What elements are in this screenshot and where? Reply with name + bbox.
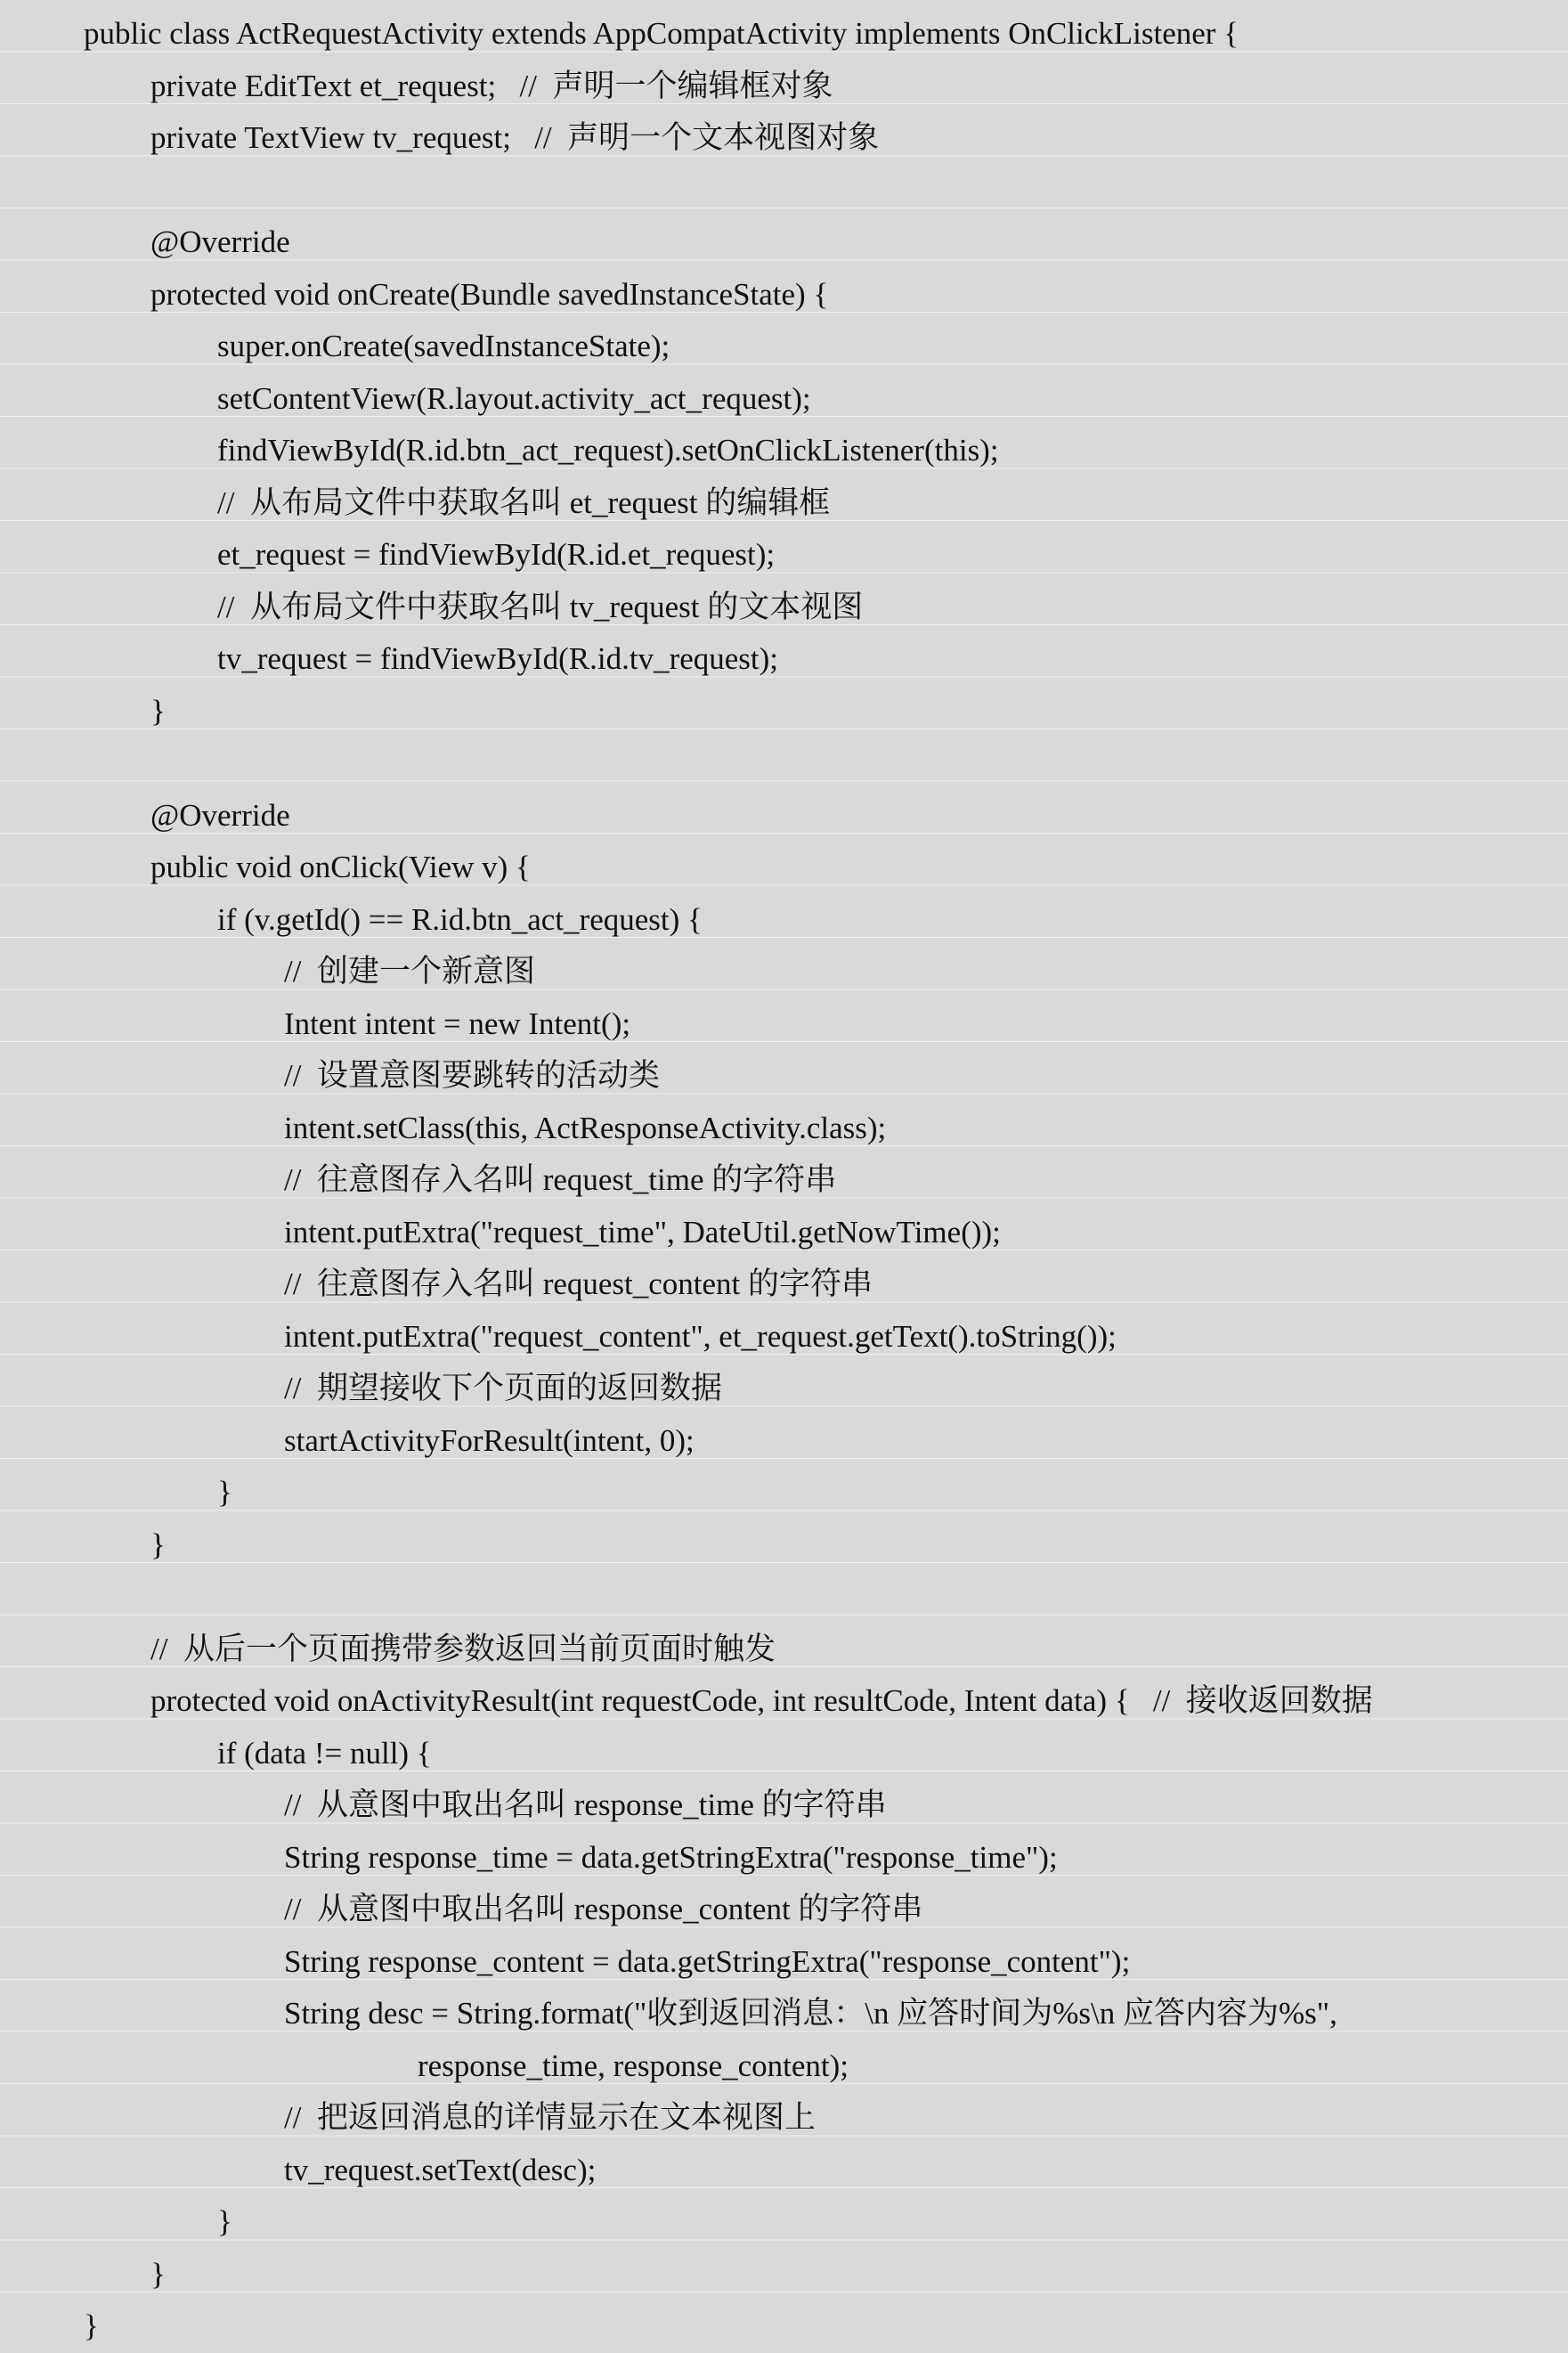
code-line: // 从后一个页面携带参数返回当前页面时触发 <box>150 1631 776 1666</box>
code-line: protected void onCreate(Bundle savedInstanceState) { <box>150 276 829 312</box>
code-line: intent.setClass(this, ActResponseActivity.class); <box>284 1110 887 1145</box>
code-line: String response_time = data.getStringExtra("response_time"); <box>284 1839 1058 1875</box>
code-line: public class ActRequestActivity extends AppCompatActivity implements OnClickListener { <box>84 16 1239 51</box>
code-line: tv_request.setText(desc); <box>284 2152 597 2187</box>
code-line: if (data != null) { <box>217 1735 432 1771</box>
code-line: public void onClick(View v) { <box>150 850 531 884</box>
code-line: // 往意图存入名叫 request_time 的字符串 <box>284 1162 837 1197</box>
code-line: et_request = findViewById(R.id.et_request); <box>217 537 776 572</box>
code-line: } <box>150 2256 166 2292</box>
code-line: startActivityForResult(intent, 0); <box>284 1422 695 1458</box>
code-line: @Override <box>150 224 290 259</box>
blank-line <box>0 737 1568 790</box>
code-line: // 设置意图要跳转的活动类 <box>284 1058 660 1093</box>
code-line: } <box>217 2204 232 2239</box>
code-line: } <box>84 2308 99 2343</box>
code-line: findViewById(R.id.btn_act_request).setOnClickListener(this); <box>217 433 999 468</box>
code-line: if (v.getId() == R.id.btn_act_request) { <box>217 901 703 937</box>
code-line: private EditText et_request; // 声明一个编辑框对象 <box>150 68 833 103</box>
code-line: String desc = String.format("收到返回消息：\n 应答时间为%s\n 应答内容为%s", <box>284 1996 1337 2031</box>
code-line: intent.putExtra("request_time", DateUtil.getNowTime()); <box>284 1214 1001 1250</box>
code-line: Intent intent = new Intent(); <box>284 1006 631 1041</box>
code-line: protected void onActivityResult(int requestCode, int resultCode, Intent data) { // 接收返回数据 <box>150 1683 1373 1718</box>
code-line: } <box>217 1475 232 1510</box>
code-line: // 从布局文件中获取名叫 tv_request 的文本视图 <box>217 589 864 624</box>
code-line: private TextView tv_request; // 声明一个文本视图对象 <box>150 120 880 155</box>
code-line: setContentView(R.layout.activity_act_request); <box>217 380 811 416</box>
blank-line <box>0 1571 1568 1624</box>
code-line: // 从意图中取出名叫 response_content 的字符串 <box>284 1892 923 1926</box>
code-line: // 往意图存入名叫 request_content 的字符串 <box>284 1266 873 1301</box>
code-line: } <box>150 693 166 729</box>
code-line: // 把返回消息的详情显示在文本视图上 <box>284 2100 816 2135</box>
code-line: // 创建一个新意图 <box>284 954 535 989</box>
blank-line <box>0 165 1568 217</box>
code-line: // 期望接收下个页面的返回数据 <box>284 1371 722 1405</box>
code-line: response_time, response_content); <box>418 2048 849 2083</box>
code-line: @Override <box>150 797 290 833</box>
code-line: String response_content = data.getStringExtra("response_content"); <box>284 1943 1131 1979</box>
code-line: // 从意图中取出名叫 response_time 的字符串 <box>284 1787 887 1822</box>
code-line: super.onCreate(savedInstanceState); <box>217 329 670 363</box>
code-line: } <box>150 1527 166 1562</box>
code-line: intent.putExtra("request_content", et_request.getText().toString()); <box>284 1318 1117 1354</box>
code-line: // 从布局文件中获取名叫 et_request 的编辑框 <box>217 484 831 520</box>
code-line: tv_request = findViewById(R.id.tv_request); <box>217 641 779 676</box>
